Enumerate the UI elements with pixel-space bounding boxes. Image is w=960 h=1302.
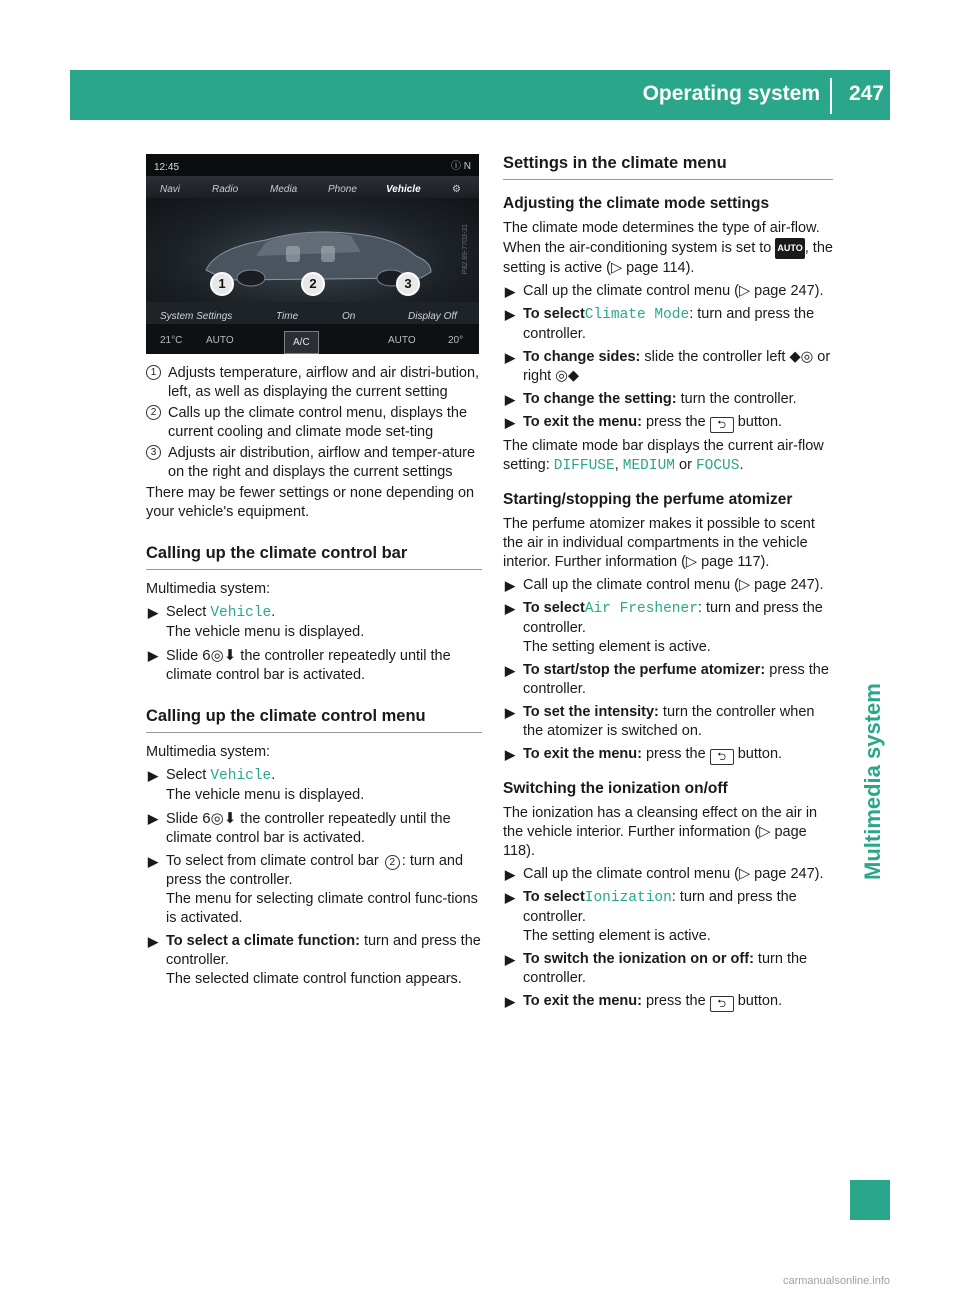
step-text: press the	[641, 993, 710, 1009]
mode-step-2	[503, 305, 833, 344]
step-arrow-icon: ▶	[148, 605, 158, 620]
step-bold: To change the setting:	[523, 391, 677, 407]
page-number: 247	[848, 82, 884, 105]
legend-number-3: 3	[146, 445, 161, 460]
step-text: press the controller.	[523, 662, 829, 697]
step-text: .	[271, 604, 276, 620]
ion-step-4	[503, 992, 833, 1012]
sidebar-tab	[850, 1180, 890, 1220]
mode-step-3	[503, 348, 833, 386]
controller-slide-down-icon: 6◎⬇	[202, 810, 237, 827]
step-result: The menu for selecting climate control func-tions is activated.	[166, 891, 478, 926]
legend-item-1	[146, 364, 482, 402]
mode-intro-text: , the setting is active (▷ page 114).	[503, 240, 833, 276]
ion-step-2	[503, 888, 833, 946]
left-column	[146, 154, 482, 993]
screen-menu-radio: Radio	[212, 184, 239, 195]
step-text: To select from climate control bar	[166, 853, 383, 869]
menu-code-medium: MEDIUM	[622, 458, 675, 474]
step-arrow-icon: ▶	[505, 867, 515, 882]
screen-temp-left: 21°C	[160, 335, 183, 346]
step-result: The vehicle menu is displayed.	[166, 787, 365, 803]
screen-time-label: Time	[276, 311, 299, 322]
step-bold: To start/stop the perfume atomizer:	[523, 662, 766, 678]
right-column	[503, 154, 833, 1016]
step-bold: To exit the menu:	[523, 746, 642, 762]
back-button-icon: ⮌	[710, 996, 734, 1012]
equipment-note: There may be fewer settings or none depending on your vehicle's equipment.	[146, 485, 475, 520]
screen-menu-phone: Phone	[328, 184, 357, 195]
legend-number-2: 2	[146, 405, 161, 420]
ion-intro: The ionization has a cleansing effect on the air in the vehicle interior. Further information (▷ page 118).	[503, 805, 818, 859]
step-text: button.	[733, 746, 783, 762]
step-arrow-icon: ▶	[505, 392, 515, 407]
step-text: the controller repeatedly until the climate control bar is activated.	[166, 648, 451, 683]
gear-icon: ⚙	[452, 184, 461, 195]
step-arrow-icon: ▶	[148, 768, 158, 783]
screen-climate-bar	[146, 324, 479, 354]
step-result: The vehicle menu is displayed.	[166, 624, 365, 640]
mode-outro-text: The climate mode bar displays the current air-flow setting:	[503, 438, 824, 473]
step-arrow-icon: ▶	[505, 284, 515, 299]
screen-on-label: On	[342, 311, 356, 322]
screen-status-icon: ⓘ N	[451, 161, 471, 172]
menu-step-2	[146, 809, 482, 848]
mode-intro	[503, 219, 833, 278]
step-text: turn the controller.	[676, 391, 797, 407]
step-arrow-icon: ▶	[148, 934, 158, 949]
step-arrow-icon: ▶	[505, 747, 515, 762]
menu-step-1	[146, 766, 482, 805]
step-bold: To exit the menu:	[523, 993, 642, 1009]
back-button-icon: ⮌	[710, 417, 734, 433]
step-result: The setting element is active.	[523, 639, 711, 655]
step-text: Call up the climate control menu (▷ page 247).	[523, 283, 824, 299]
step-bold: To select	[523, 600, 585, 616]
screen-system-settings: System Settings	[160, 311, 233, 322]
legend-text-3: Adjusts air distribution, airflow and temper-ature on the right and displays the current settings	[168, 445, 476, 480]
step-arrow-icon: ▶	[505, 705, 515, 720]
callout-1: 1	[210, 272, 234, 296]
step-text: slide the controller left ◆◎ or right ◎◆	[523, 349, 831, 384]
step-bold: To select	[523, 889, 585, 905]
vehicle-stage	[146, 198, 479, 302]
screen-topbar	[146, 154, 479, 176]
step-arrow-icon: ▶	[505, 994, 515, 1009]
step-text: Select	[166, 767, 211, 783]
screen-display-off: Display Off	[408, 311, 457, 322]
step-text: press the	[641, 746, 710, 762]
step-text: the controller repeatedly until the climate control bar is activated.	[166, 811, 451, 846]
mode-outro	[503, 437, 833, 476]
screen-temp-right: 20°	[448, 335, 464, 346]
legend-item-2	[146, 404, 482, 442]
legend-text-2: Calls up the climate control menu, displays the current cooling and climate mode set-ting	[168, 405, 468, 440]
perfume-step-1	[503, 576, 833, 595]
step-arrow-icon: ▶	[148, 854, 158, 869]
step-result: The selected climate control function appears.	[166, 971, 462, 987]
heading-climate-settings: Settings in the climate menu	[503, 154, 833, 180]
screen-menu-navi: Navi	[160, 184, 181, 195]
step-bold: To change sides:	[523, 349, 641, 365]
step-text: Call up the climate control menu (▷ page 247).	[523, 577, 824, 593]
perfume-intro: The perfume atomizer makes it possible to scent the air in individual compartments in the vehicle interior. Further information (▷ page 117).	[503, 516, 815, 570]
menu-intro: Multimedia system:	[146, 744, 271, 760]
callout-3: 3	[396, 272, 420, 296]
step-bold: To exit the menu:	[523, 414, 642, 430]
step-text: turn the controller.	[523, 951, 808, 986]
mode-outro-text: .	[739, 457, 744, 473]
legend-item-3	[146, 444, 482, 482]
step-text: button.	[733, 414, 783, 430]
step-arrow-icon: ▶	[505, 663, 515, 678]
legend-number-1: 1	[146, 365, 161, 380]
screen-auto-left: AUTO	[206, 335, 234, 346]
perfume-step-2	[503, 599, 833, 657]
step-text: : turn and press the controller.	[523, 889, 797, 925]
step-text: Slide	[166, 648, 203, 664]
step-arrow-icon: ▶	[505, 350, 515, 365]
step-text: Call up the climate control menu (▷ page 247).	[523, 866, 824, 882]
header-title: Operating system	[642, 82, 820, 105]
step-bold: To select	[523, 306, 585, 322]
perfume-step-4	[503, 703, 833, 741]
mode-intro-text: The climate mode determines the type of air-flow. When the air-conditioning system is set to	[503, 220, 820, 256]
step-arrow-icon: ▶	[148, 811, 158, 826]
callout-2: 2	[301, 272, 325, 296]
step-text: turn the controller when the atomizer is switched on.	[523, 704, 815, 739]
step-result: The setting element is active.	[523, 928, 711, 944]
step-arrow-icon: ▶	[505, 415, 515, 430]
step-arrow-icon: ▶	[505, 890, 515, 905]
header-separator	[830, 78, 832, 114]
screen-ac-button: A/C	[284, 331, 319, 354]
auto-icon: AUTO	[775, 238, 804, 259]
heading-climate-menu: Calling up the climate control menu	[146, 707, 482, 733]
bar-intro: Multimedia system:	[146, 581, 271, 597]
menu-step-4	[146, 932, 482, 989]
mode-step-5	[503, 413, 833, 433]
step-arrow-icon: ▶	[505, 578, 515, 593]
screen-menubar	[146, 176, 479, 198]
controller-slide-down-icon: 6◎⬇	[202, 647, 237, 664]
step-text: : turn and press the controller.	[523, 306, 815, 342]
bar-step-1	[146, 603, 482, 642]
mode-step-1	[503, 282, 833, 301]
footer-watermark: carmanualsonline.info	[782, 1275, 890, 1287]
screen-auto-right: AUTO	[388, 335, 416, 346]
step-text: : turn and press the controller.	[523, 600, 823, 636]
legend-text-1: Adjusts temperature, airflow and air distri-bution, left, as well as displaying the current setting	[168, 365, 480, 400]
screen-time: 12:45	[154, 162, 180, 173]
sidebar-label: Multimedia system	[860, 683, 885, 880]
step-bold: To set the intensity:	[523, 704, 659, 720]
screen-image-code: P82.89-7703-31	[462, 224, 469, 275]
step-bold: To select a climate function:	[166, 933, 360, 949]
mode-outro-text: ,	[614, 457, 623, 473]
screen-menu-media: Media	[270, 184, 298, 195]
menu-code-air-freshener: Air Freshener	[584, 601, 698, 617]
ion-step-1	[503, 865, 833, 884]
step-text: press the	[641, 414, 710, 430]
step-text: .	[271, 767, 276, 783]
step-arrow-icon: ▶	[505, 601, 515, 616]
back-button-icon: ⮌	[710, 749, 734, 765]
perfume-step-3	[503, 661, 833, 699]
step-text: button.	[733, 993, 783, 1009]
step-text: Slide	[166, 811, 203, 827]
heading-ionization: Switching the ionization on/off	[503, 780, 728, 797]
ion-step-3	[503, 950, 833, 988]
step-arrow-icon: ▶	[505, 952, 515, 967]
step-arrow-icon: ▶	[148, 648, 158, 663]
bar-step-2	[146, 646, 482, 685]
menu-code-climate-mode: Climate Mode	[584, 307, 690, 323]
heading-perfume-atomizer: Starting/stopping the perfume atomizer	[503, 491, 793, 508]
step-text: Select	[166, 604, 211, 620]
step-text: : turn and press the controller.	[166, 853, 464, 888]
step-text: turn and press the controller.	[166, 933, 481, 968]
step-arrow-icon: ▶	[505, 307, 515, 322]
menu-step-3	[146, 852, 482, 928]
heading-climate-mode: Adjusting the climate mode settings	[503, 195, 770, 212]
screen-settings-bar	[146, 302, 479, 324]
screen-menu-vehicle: Vehicle	[386, 184, 421, 195]
heading-climate-bar: Calling up the climate control bar	[146, 544, 482, 570]
mode-outro-text: or	[674, 457, 696, 473]
step-bold: To switch the ionization on or off:	[523, 951, 754, 967]
perfume-step-5	[503, 745, 833, 765]
menu-code-vehicle: Vehicle	[210, 605, 272, 621]
mode-step-4	[503, 390, 833, 409]
menu-code-focus: FOCUS	[695, 458, 740, 474]
page-header	[70, 70, 890, 120]
climate-screen-image	[146, 154, 479, 354]
menu-code-ionization: Ionization	[584, 890, 672, 906]
menu-code-diffuse: DIFFUSE	[553, 458, 615, 474]
menu-code-vehicle: Vehicle	[210, 768, 272, 784]
callout-ref-2: 2	[385, 855, 400, 870]
